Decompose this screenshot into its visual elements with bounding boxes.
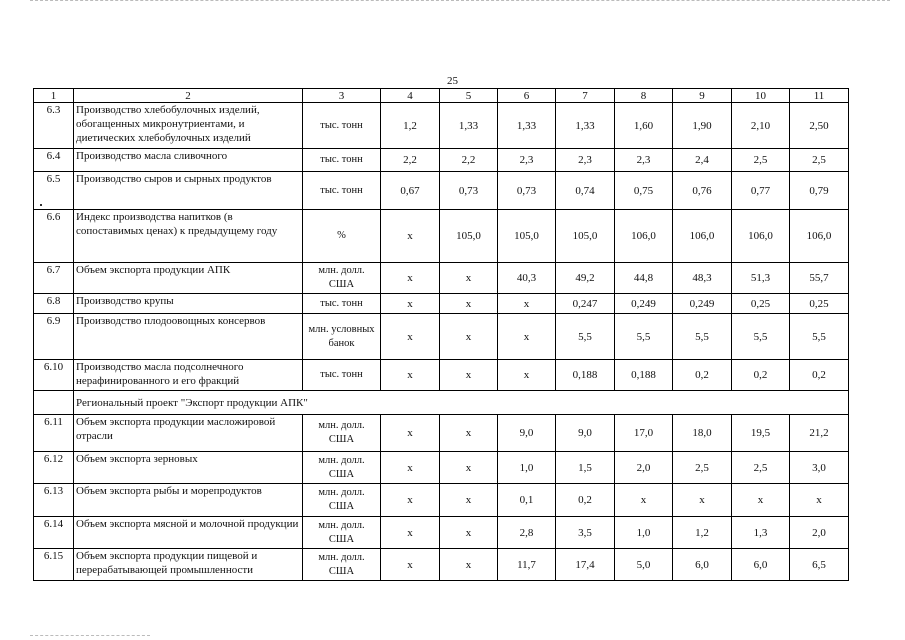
value-cell: 0,2 [790,360,849,391]
table-row [34,484,849,517]
value-cell: х [440,452,498,484]
scan-artifact-bottom [30,635,150,638]
value-cell: 2,0 [790,517,849,549]
value-cell: 9,0 [498,415,556,452]
table-row [34,415,849,452]
header-cell: 9 [673,89,732,103]
indicator-name: Производство масла сливочного [74,149,303,172]
header-cell: 6 [498,89,556,103]
row-number: 6.9 [34,314,74,360]
indicator-name: Индекс производства напитков (в сопоставимых ценах) к предыдущему году [74,210,303,263]
unit-cell: млн. долл. США [303,263,381,294]
header-cell: 11 [790,89,849,103]
value-cell: 0,25 [790,294,849,314]
value-cell: 0,249 [673,294,732,314]
value-cell: 18,0 [673,415,732,452]
value-cell: 55,7 [790,263,849,294]
value-cell: 6,5 [790,549,849,581]
table-row [34,263,849,294]
value-cell: х [498,294,556,314]
value-cell: 5,5 [732,314,790,360]
header-cell: 1 [34,89,74,103]
value-cell: 49,2 [556,263,615,294]
indicator-name: Производство масла подсолнечного нерафинированного и его фракций [74,360,303,391]
value-cell: 1,33 [498,103,556,149]
row-number: 6.5 [34,172,74,210]
value-cell: х [381,484,440,517]
value-cell: 1,60 [615,103,673,149]
indicator-name: Производство плодоовощных консервов [74,314,303,360]
row-number: 6.4 [34,149,74,172]
table-row [34,149,849,172]
table-row [34,452,849,484]
value-cell: х [381,314,440,360]
value-cell: 0,188 [615,360,673,391]
value-cell: 40,3 [498,263,556,294]
value-cell: 21,2 [790,415,849,452]
value-cell: х [381,360,440,391]
value-cell: 2,50 [790,103,849,149]
value-cell: 19,5 [732,415,790,452]
row-number: 6.8 [34,294,74,314]
indicator-name: Объем экспорта рыбы и морепродуктов [74,484,303,517]
row-number: 6.10 [34,360,74,391]
unit-cell: тыс. тонн [303,149,381,172]
unit-cell: % [303,210,381,263]
value-cell: 2,3 [498,149,556,172]
value-cell: 0,247 [556,294,615,314]
value-cell: 0,25 [732,294,790,314]
value-cell: 5,5 [615,314,673,360]
unit-cell: тыс. тонн [303,360,381,391]
row-number: 6.3 [34,103,74,149]
table-row [34,294,849,314]
value-cell: х [615,484,673,517]
header-cell: 7 [556,89,615,103]
indicator-name: Объем экспорта мясной и молочной продукции [74,517,303,549]
value-cell: 2,5 [732,452,790,484]
value-cell: 3,0 [790,452,849,484]
value-cell: 5,5 [556,314,615,360]
value-cell: 106,0 [615,210,673,263]
value-cell: х [498,314,556,360]
table-row [34,103,849,149]
value-cell: х [440,294,498,314]
row-number: 6.7 [34,263,74,294]
value-cell: 2,8 [498,517,556,549]
unit-cell: млн. условных банок [303,314,381,360]
table-row [34,314,849,360]
value-cell: х [440,314,498,360]
unit-cell: тыс. тонн [303,172,381,210]
value-cell: 1,3 [732,517,790,549]
value-cell: 48,3 [673,263,732,294]
row-number: 6.12 [34,452,74,484]
value-cell: 17,4 [556,549,615,581]
section-number-cell [34,391,74,415]
section-title: Региональный проект "Экспорт продукции АПК" [74,391,849,415]
value-cell: 9,0 [556,415,615,452]
value-cell: 0,67 [381,172,440,210]
value-cell: 2,3 [615,149,673,172]
value-cell: 106,0 [673,210,732,263]
value-cell: х [381,452,440,484]
table-header-row [34,89,849,103]
value-cell: 105,0 [440,210,498,263]
value-cell: 105,0 [556,210,615,263]
value-cell: 6,0 [673,549,732,581]
value-cell: 0,77 [732,172,790,210]
value-cell: 0,79 [790,172,849,210]
value-cell: 106,0 [732,210,790,263]
unit-cell: млн. долл. США [303,484,381,517]
unit-cell: тыс. тонн [303,103,381,149]
value-cell: 17,0 [615,415,673,452]
value-cell: 0,73 [440,172,498,210]
header-cell: 8 [615,89,673,103]
value-cell: 2,2 [381,149,440,172]
table-row [34,549,849,581]
value-cell: 1,33 [440,103,498,149]
value-cell: 5,5 [790,314,849,360]
header-cell: 5 [440,89,498,103]
row-number: 6.6 [34,210,74,263]
indicator-name: Производство хлебобулочных изделий, обогащенных микронутриентами, и диетических хлебобулочных изделий [74,103,303,149]
value-cell: 0,76 [673,172,732,210]
value-cell: 1,0 [498,452,556,484]
header-cell: 10 [732,89,790,103]
value-cell: х [440,549,498,581]
row-number: 6.11 [34,415,74,452]
indicator-table [33,88,849,581]
value-cell: 0,1 [498,484,556,517]
unit-cell: млн. долл. США [303,517,381,549]
indicator-name: Объем экспорта продукции пищевой и перерабатывающей промышленности [74,549,303,581]
value-cell: х [440,263,498,294]
value-cell: 2,5 [732,149,790,172]
value-cell: х [498,360,556,391]
unit-cell: млн. долл. США [303,415,381,452]
header-cell: 3 [303,89,381,103]
value-cell: х [440,484,498,517]
value-cell: 5,5 [673,314,732,360]
value-cell: 3,5 [556,517,615,549]
value-cell: 0,188 [556,360,615,391]
value-cell: х [381,294,440,314]
value-cell: 5,0 [615,549,673,581]
value-cell: 1,2 [381,103,440,149]
table-row [34,517,849,549]
indicator-name: Объем экспорта зерновых [74,452,303,484]
value-cell: 2,0 [615,452,673,484]
row-number: 6.14 [34,517,74,549]
value-cell: 1,5 [556,452,615,484]
value-cell: 0,74 [556,172,615,210]
scan-artifact-top [30,0,890,3]
value-cell: 106,0 [790,210,849,263]
scan-speck [40,204,42,206]
value-cell: 0,249 [615,294,673,314]
value-cell: х [381,263,440,294]
value-cell: 1,90 [673,103,732,149]
value-cell: х [381,210,440,263]
value-cell: х [790,484,849,517]
value-cell: х [732,484,790,517]
value-cell: 0,73 [498,172,556,210]
value-cell: 0,75 [615,172,673,210]
value-cell: 2,3 [556,149,615,172]
value-cell: х [381,517,440,549]
value-cell: 0,2 [732,360,790,391]
row-number: 6.13 [34,484,74,517]
value-cell: х [381,415,440,452]
value-cell: 1,33 [556,103,615,149]
table-row [34,210,849,263]
value-cell: 2,5 [673,452,732,484]
value-cell: 11,7 [498,549,556,581]
unit-cell: тыс. тонн [303,294,381,314]
value-cell: 2,10 [732,103,790,149]
value-cell: 0,2 [556,484,615,517]
page-number: 25 [447,75,458,87]
indicator-name: Производство крупы [74,294,303,314]
table-row [34,172,849,210]
value-cell: 105,0 [498,210,556,263]
header-cell: 4 [381,89,440,103]
value-cell: 44,8 [615,263,673,294]
section-row [34,391,849,415]
value-cell: 1,2 [673,517,732,549]
value-cell: 1,0 [615,517,673,549]
value-cell: 0,2 [673,360,732,391]
value-cell: х [440,517,498,549]
value-cell: 2,2 [440,149,498,172]
unit-cell: млн. долл. США [303,452,381,484]
value-cell: х [381,549,440,581]
indicator-name: Производство сыров и сырных продуктов [74,172,303,210]
value-cell: х [440,360,498,391]
value-cell: 2,5 [790,149,849,172]
value-cell: 51,3 [732,263,790,294]
indicator-name: Объем экспорта продукции АПК [74,263,303,294]
value-cell: х [440,415,498,452]
table-row [34,360,849,391]
value-cell: 6,0 [732,549,790,581]
value-cell: 2,4 [673,149,732,172]
value-cell: х [673,484,732,517]
unit-cell: млн. долл. США [303,549,381,581]
indicator-name: Объем экспорта продукции масложировой отрасли [74,415,303,452]
row-number: 6.15 [34,549,74,581]
header-cell: 2 [74,89,303,103]
